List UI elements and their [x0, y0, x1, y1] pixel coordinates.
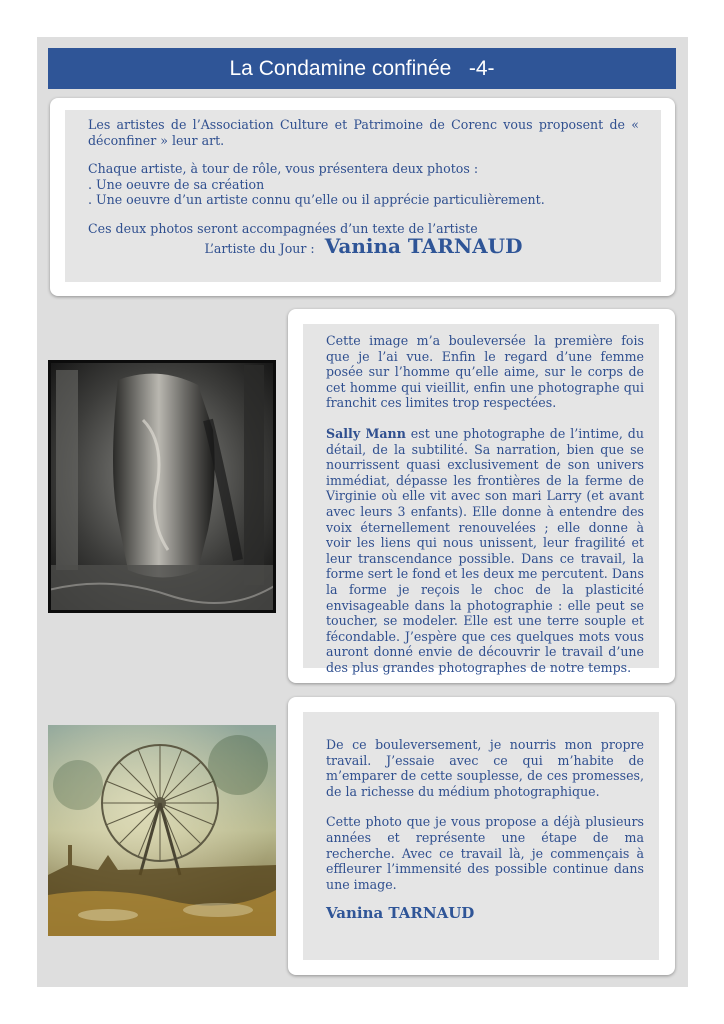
intro-paragraph-1: Les artistes de l’Association Culture et Patrimoine de Corenc vous proposent de « déconfiner » leur art. [88, 117, 639, 148]
sally-mann-photo [48, 360, 276, 613]
artist-text-card [288, 697, 675, 975]
intro-paragraph-2: Chaque artiste, à tour de rôle, vous présentera deux photos : [88, 161, 479, 177]
block2-paragraph-1: De ce bouleversement, je nourris mon propre travail. J’essaie avec ce qui m’habite de m’emparer de cette souplesse, de ces promesses, de la richesse du médium photographique. [326, 737, 644, 799]
sally-mann-text-panel [303, 324, 659, 675]
artist-text-panel [303, 712, 659, 960]
artist-of-the-day [88, 233, 639, 258]
intro-list-item-1: . Une oeuvre de sa création [88, 176, 265, 192]
artist-signature: Vanina TARNAUD [326, 904, 475, 923]
block1-paragraph-2-text: est une photographe de l’intime, du détail, de la subtilité. Sa narration, bien que se nourrissent quasi exclusivement de son univers immédiat, dépasse les frontières de la ferme de Virginie où elle vit avec son mari Larry (et avant avec leurs 3 enfants). Elle donne à entendre des voix éternellement renouvelées ; elle donne à voir les liens qui nous unissent, leur fragilité et leur transcendance possible. Dans ce travail, la forme sert le fond et les deux me percutent. Dans la forme je reçois le choc de la plasticité envisageable dans la photographie : elle peut se toucher, se modeler. Elle est une terre souple et fécondable. J’espère que ces quelques mots vous auront donné envie de découvrir le travail d’une des plus grandes photographes de notre temps. [326, 425, 644, 675]
intro-panel [65, 110, 661, 282]
block1-paragraph-1: Cette image m’a bouleversée la première fois que je l’ai vue. Enfin le regard d’une femme posée sur l’homme qu’elle aime, sur le corps de cet homme qui vieillit, enfin une photographe qui franchit ces limites trop respectées. [326, 333, 644, 411]
block2-paragraph-2: Cette photo que je vous propose a déjà plusieurs années et représente une étape de ma recherche. Avec ce travail là, je commençais à effleurer l’immensité des possible continue dans une image. [326, 814, 644, 892]
block1-paragraph-2 [326, 426, 644, 676]
intro-paragraph-3: Ces deux photos seront accompagnées d’un texte de l’artiste [88, 220, 478, 236]
artist-prefix: L’artiste du Jour : [204, 240, 315, 256]
sally-mann-text-card [288, 309, 675, 683]
photographer-name: Sally Mann [326, 425, 406, 441]
page-title: La Condamine confinée -4- [48, 48, 676, 89]
intro-list-item-2: . Une oeuvre d’un artiste connu qu’elle ou il apprécie particulièrement. [88, 192, 545, 208]
artist-name: Vanina TARNAUD [324, 233, 523, 258]
ferris-wheel-photo [48, 725, 276, 936]
intro-card [50, 98, 675, 296]
